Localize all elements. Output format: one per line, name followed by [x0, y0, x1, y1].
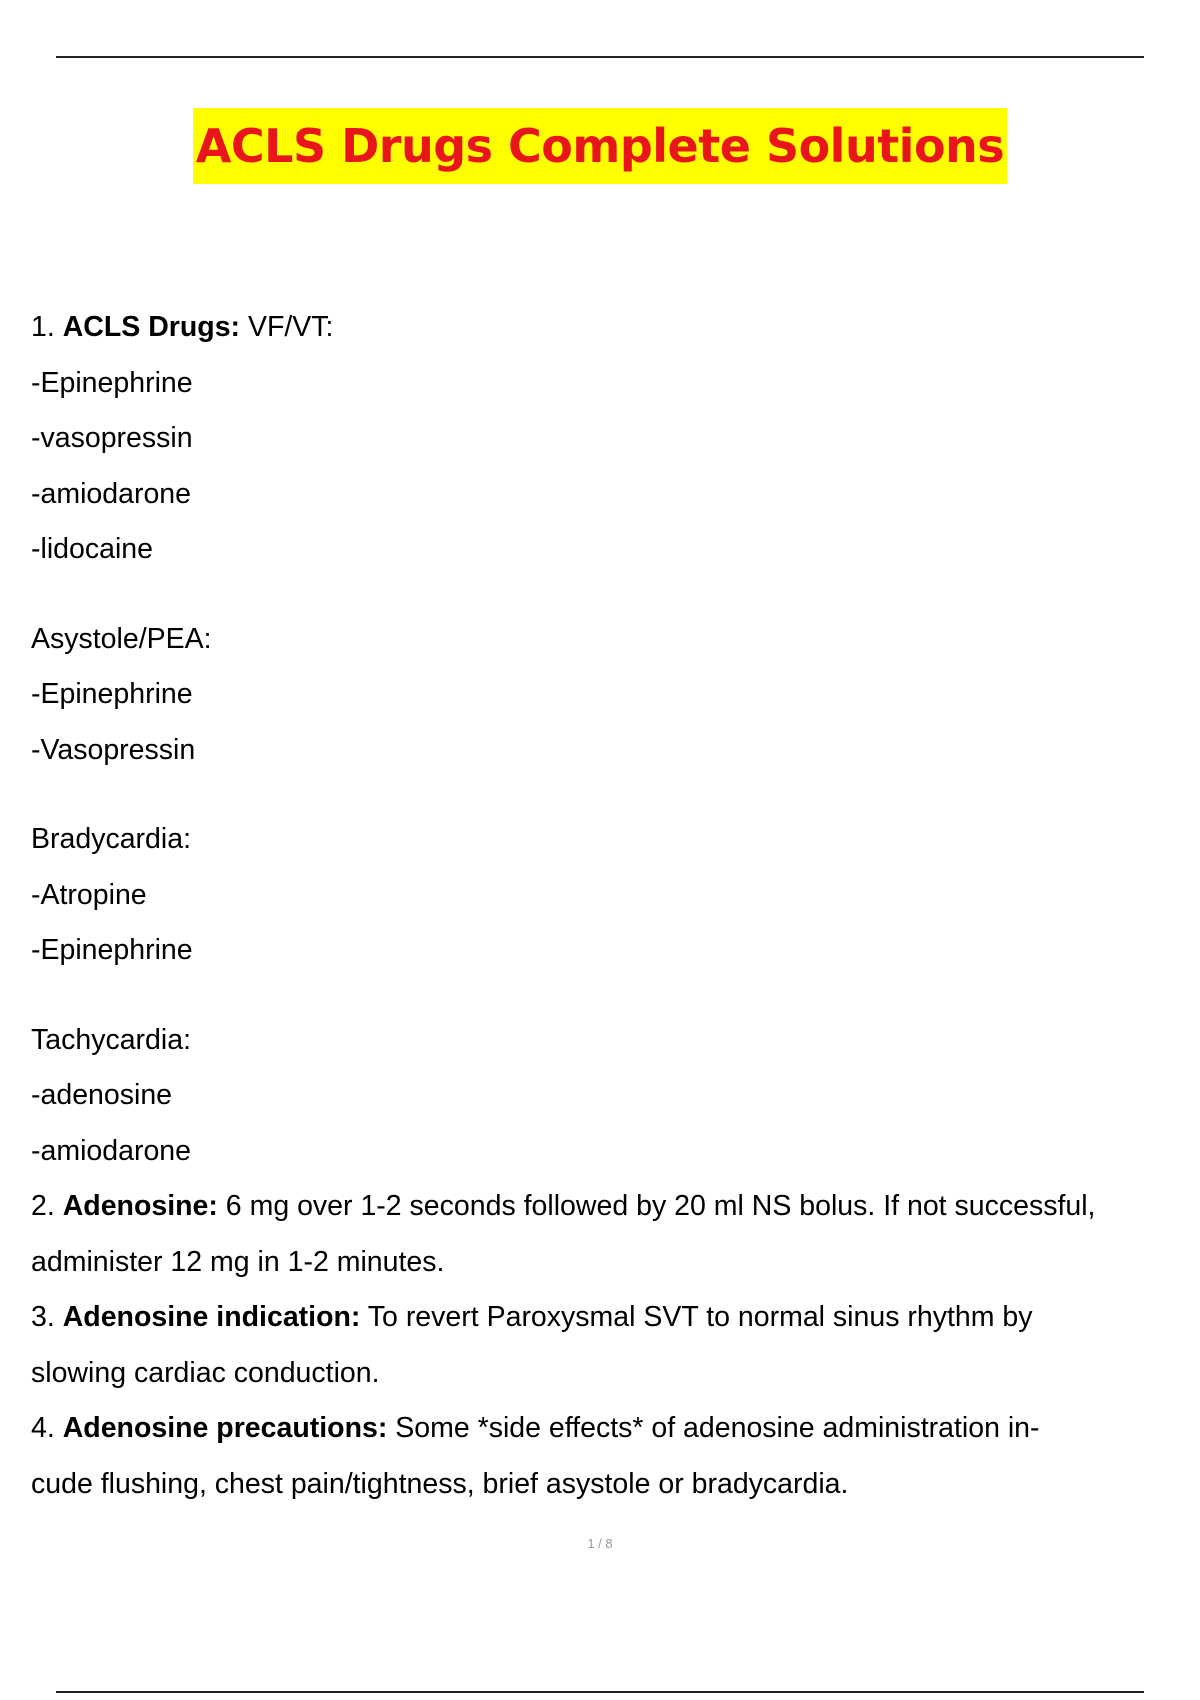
- item-3-line: [31, 1290, 1196, 1346]
- document-title: ACLS Drugs Complete Solutions: [193, 108, 1007, 184]
- group-heading: Asystole/PEA:: [31, 622, 212, 655]
- item-text-continuation: cude flushing, chest pain/tightness, brief asystole or bradycardia.: [31, 1467, 849, 1500]
- item-text: To revert Paroxysmal SVT to normal sinus rhythm by: [360, 1301, 1033, 1333]
- drug-list-item: -amiodarone: [31, 1134, 192, 1167]
- item-number: 2.: [31, 1190, 55, 1222]
- item-text: 6 mg over 1-2 seconds followed by 20 ml NS bolus. If not successful,: [217, 1190, 1096, 1222]
- drug-list-item: -amiodarone: [31, 477, 192, 510]
- item-number: 4.: [31, 1412, 55, 1444]
- item-term: ACLS Drugs:: [62, 311, 241, 343]
- document-body: [31, 300, 1196, 1512]
- item-text: Some *side effects* of adenosine administration in-: [387, 1412, 1040, 1444]
- spacer: [31, 979, 1196, 1013]
- item-term: Adenosine indication:: [62, 1301, 361, 1333]
- spacer: [31, 578, 1196, 612]
- item-number: 3.: [31, 1301, 55, 1333]
- drug-list-item: -Epinephrine: [31, 934, 193, 966]
- drug-list-item: -adenosine: [31, 1079, 173, 1111]
- item-1-line: [31, 300, 1196, 356]
- page-number: 1 / 8: [587, 1536, 613, 1551]
- item-4-line: [31, 1401, 1196, 1457]
- bottom-rule: [56, 1691, 1144, 1693]
- item-text-continuation: administer 12 mg in 1-2 minutes.: [31, 1245, 445, 1278]
- top-rule: [56, 56, 1144, 58]
- drug-list-item: -vasopressin: [31, 422, 193, 454]
- item-term: Adenosine precautions:: [62, 1412, 388, 1444]
- title-container: [0, 108, 1200, 184]
- drug-list-item: -Atropine: [31, 878, 147, 911]
- group-heading: Bradycardia:: [31, 823, 191, 855]
- item-text: VF/VT:: [240, 311, 334, 343]
- item-number: 1.: [31, 311, 55, 343]
- spacer: [31, 778, 1196, 812]
- drug-list-item: -Epinephrine: [31, 366, 193, 399]
- drug-list-item: -lidocaine: [31, 533, 153, 565]
- item-term: Adenosine:: [62, 1190, 218, 1222]
- item-2-line: [31, 1179, 1196, 1235]
- drug-list-item: -Epinephrine: [31, 678, 193, 710]
- item-text-continuation: slowing cardiac conduction.: [31, 1356, 380, 1389]
- drug-list-item: -Vasopressin: [31, 733, 196, 766]
- group-heading: Tachycardia:: [31, 1023, 191, 1056]
